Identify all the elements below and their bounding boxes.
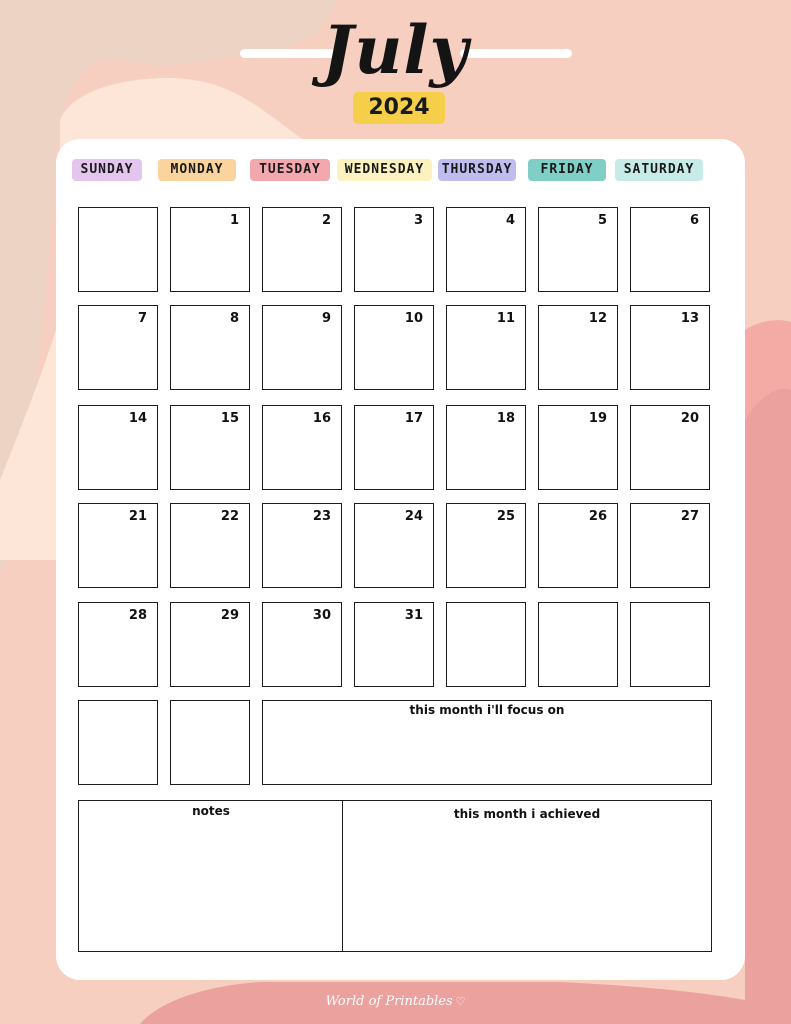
blank-cell[interactable] — [78, 700, 158, 785]
date-number: 11 — [496, 311, 515, 326]
day-cell[interactable] — [538, 207, 618, 292]
day-cell[interactable] — [262, 305, 342, 390]
date-number: 13 — [680, 311, 699, 326]
day-cell[interactable] — [170, 405, 250, 490]
date-number: 26 — [588, 509, 607, 524]
day-cell[interactable] — [78, 305, 158, 390]
brand-text: World of Printables — [325, 994, 453, 1009]
date-number: 8 — [229, 311, 239, 326]
focus-label: this month i'll focus on — [409, 703, 565, 717]
rose-blob — [745, 389, 791, 1024]
weekday-friday: FRIDAY — [528, 159, 606, 181]
day-cell[interactable] — [630, 602, 710, 687]
date-number: 28 — [128, 608, 147, 623]
date-number: 6 — [689, 213, 699, 228]
day-cell[interactable] — [630, 305, 710, 390]
date-number: 1 — [229, 213, 239, 228]
date-number: 19 — [588, 411, 607, 426]
date-number: 29 — [220, 608, 239, 623]
weekday-sunday: SUNDAY — [72, 159, 142, 181]
day-cell[interactable] — [446, 405, 526, 490]
date-number: 15 — [220, 411, 239, 426]
weekday-monday: MONDAY — [158, 159, 236, 181]
achieved-label: this month i achieved — [453, 807, 601, 821]
date-number: 20 — [680, 411, 699, 426]
day-cell[interactable] — [354, 207, 434, 292]
day-cell[interactable] — [630, 503, 710, 588]
day-cell[interactable] — [354, 503, 434, 588]
day-cell[interactable] — [78, 503, 158, 588]
year-badge: 2024 — [353, 92, 445, 124]
date-number: 16 — [312, 411, 331, 426]
date-number: 22 — [220, 509, 239, 524]
footer-brand — [300, 990, 491, 1014]
date-number: 25 — [496, 509, 515, 524]
day-cell[interactable] — [262, 207, 342, 292]
date-number: 5 — [597, 213, 607, 228]
day-cell[interactable] — [170, 602, 250, 687]
day-cell[interactable] — [262, 503, 342, 588]
weekday-thursday: THURSDAY — [438, 159, 516, 181]
date-number: 14 — [128, 411, 147, 426]
blank-cell[interactable] — [170, 700, 250, 785]
day-cell[interactable] — [170, 305, 250, 390]
day-cell[interactable] — [262, 602, 342, 687]
date-number: 27 — [680, 509, 699, 524]
day-cell[interactable] — [78, 405, 158, 490]
date-number: 4 — [505, 213, 515, 228]
weekday-wednesday: WEDNESDAY — [337, 159, 432, 181]
date-number: 10 — [404, 311, 423, 326]
date-number: 18 — [496, 411, 515, 426]
focus-box[interactable] — [262, 700, 712, 785]
day-cell[interactable] — [538, 405, 618, 490]
day-cell[interactable] — [446, 602, 526, 687]
day-cell[interactable] — [538, 305, 618, 390]
weekday-tuesday: TUESDAY — [250, 159, 330, 181]
notes-box[interactable] — [78, 800, 344, 952]
day-cell[interactable] — [630, 207, 710, 292]
date-number: 2 — [321, 213, 331, 228]
date-number: 3 — [413, 213, 423, 228]
day-cell[interactable] — [354, 305, 434, 390]
day-cell[interactable] — [170, 207, 250, 292]
day-cell[interactable] — [354, 602, 434, 687]
day-cell[interactable] — [538, 503, 618, 588]
heart-icon: ♡ — [455, 995, 466, 1008]
day-cell[interactable] — [446, 503, 526, 588]
day-cell[interactable] — [630, 405, 710, 490]
date-number: 21 — [128, 509, 147, 524]
date-number: 31 — [404, 608, 423, 623]
weekday-saturday: SATURDAY — [615, 159, 703, 181]
day-cell[interactable] — [262, 405, 342, 490]
date-number: 23 — [312, 509, 331, 524]
date-number: 24 — [404, 509, 423, 524]
day-cell[interactable] — [170, 503, 250, 588]
date-number: 30 — [312, 608, 331, 623]
achieved-box[interactable] — [342, 800, 712, 952]
date-number: 17 — [404, 411, 423, 426]
month-title: July — [322, 11, 469, 89]
date-number: 7 — [137, 311, 147, 326]
day-cell[interactable] — [78, 207, 158, 292]
date-number: 9 — [321, 311, 331, 326]
notes-label: notes — [192, 804, 230, 818]
date-number: 12 — [588, 311, 607, 326]
day-cell[interactable] — [538, 602, 618, 687]
day-cell[interactable] — [354, 405, 434, 490]
day-cell[interactable] — [446, 305, 526, 390]
day-cell[interactable] — [78, 602, 158, 687]
day-cell[interactable] — [446, 207, 526, 292]
